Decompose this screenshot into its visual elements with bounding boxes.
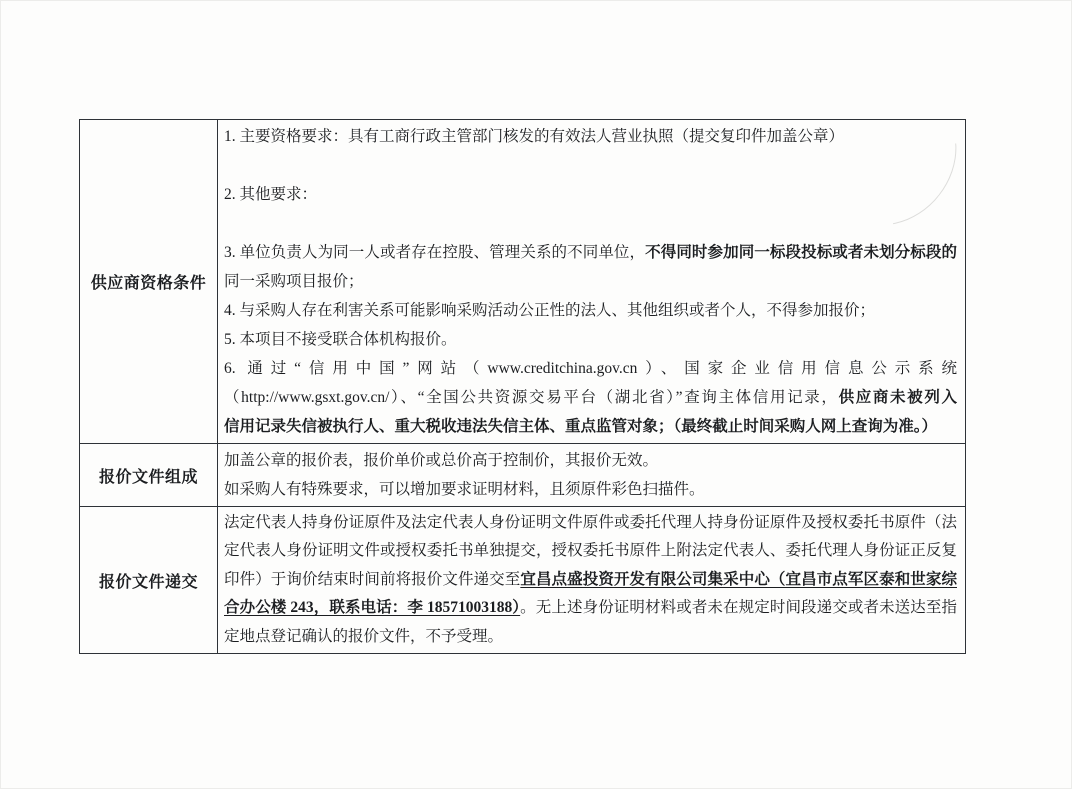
text-run: 加盖公章的报价表，报价单价或总价高于控制价，其报价无效。 <box>224 452 659 469</box>
text-line <box>224 151 957 180</box>
text-line <box>224 122 957 151</box>
text-line <box>224 566 957 594</box>
text-line <box>224 537 957 565</box>
text-run: 同一采购项目报价； <box>224 273 364 290</box>
text-line <box>224 180 957 209</box>
row-content <box>218 444 966 507</box>
text-line <box>224 412 957 441</box>
requirements-table-body <box>80 120 966 654</box>
text-run: 定代表人身份证明文件或授权委托书单独提交，授权委托书原件上附法定代表人、委托代理人身份证正反复 <box>224 542 957 560</box>
table-row <box>80 120 966 444</box>
text-run: 3. 单位负责人为同一人或者存在控股、管理关系的不同单位， <box>224 244 646 261</box>
text-line <box>224 238 957 267</box>
row-label: 供应商资格条件 <box>80 120 218 444</box>
text-line <box>224 623 957 651</box>
text-line <box>224 594 957 622</box>
bold-text-run: 供应商未被列入 <box>838 389 957 406</box>
row-content <box>218 507 966 654</box>
text-run: 。无上述身份证明材料或者未在规定时间段递交或者未送达至指 <box>520 599 957 617</box>
text-line <box>224 325 957 354</box>
text-run: 1. 主要资格要求：具有工商行政主管部门核发的有效法人营业执照（提交复印件加盖公章） <box>224 128 845 145</box>
text-run: 定地点登记确认的报价文件，不予受理。 <box>224 627 504 645</box>
bold-text-run: 信用记录失信被执行人、重大税收违法失信主体、重点监管对象；（最终截止时间采购人网上查询为准。） <box>224 418 938 435</box>
row-label: 报价文件递交 <box>80 507 218 654</box>
text-line <box>224 296 957 325</box>
text-run: （http://www.gsxt.gov.cn/）、“全国公共资源交易平台（湖北省）”查询主体信用记录， <box>224 389 839 406</box>
text-run: 4. 与采购人存在利害关系可能影响采购活动公正性的法人、其他组织或者个人，不得参加报价； <box>224 302 876 319</box>
row-content <box>218 120 966 444</box>
text-run: 如采购人有特殊要求，可以增加要求证明材料，且须原件彩色扫描件。 <box>224 481 705 498</box>
text-line <box>224 354 957 383</box>
text-run: 6. 通过“信用中国”网站（www.creditchina.gov.cn）、国家企业信用信息公示系统 <box>224 360 957 377</box>
text-run: 印件）于询价结束时间前将报价文件递交至 <box>224 570 521 588</box>
text-run: 2. 其他要求： <box>224 186 318 203</box>
underlined-text-run: 合办公楼 243，联系电话：李 18571003188） <box>224 599 521 617</box>
underlined-text-run: 宜昌点盛投资开发有限公司集采中心（宜昌市点军区泰和世家综 <box>520 570 957 588</box>
text-line <box>224 209 957 238</box>
text-line <box>224 383 957 412</box>
text-line <box>224 509 957 537</box>
text-line <box>224 475 957 504</box>
table-row <box>80 507 966 654</box>
requirements-table <box>79 119 966 654</box>
row-label: 报价文件组成 <box>80 444 218 507</box>
table-row <box>80 444 966 507</box>
bold-text-run: 不得同时参加同一标段投标或者未划分标段的 <box>645 244 957 261</box>
text-line <box>224 446 957 475</box>
text-run: 5. 本项目不接受联合体机构报价。 <box>224 331 457 348</box>
text-run: 法定代表人持身份证原件及法定代表人身份证明文件原件或委托代理人持身份证原件及授权委托书原件（法 <box>224 514 957 531</box>
text-line <box>224 267 957 296</box>
